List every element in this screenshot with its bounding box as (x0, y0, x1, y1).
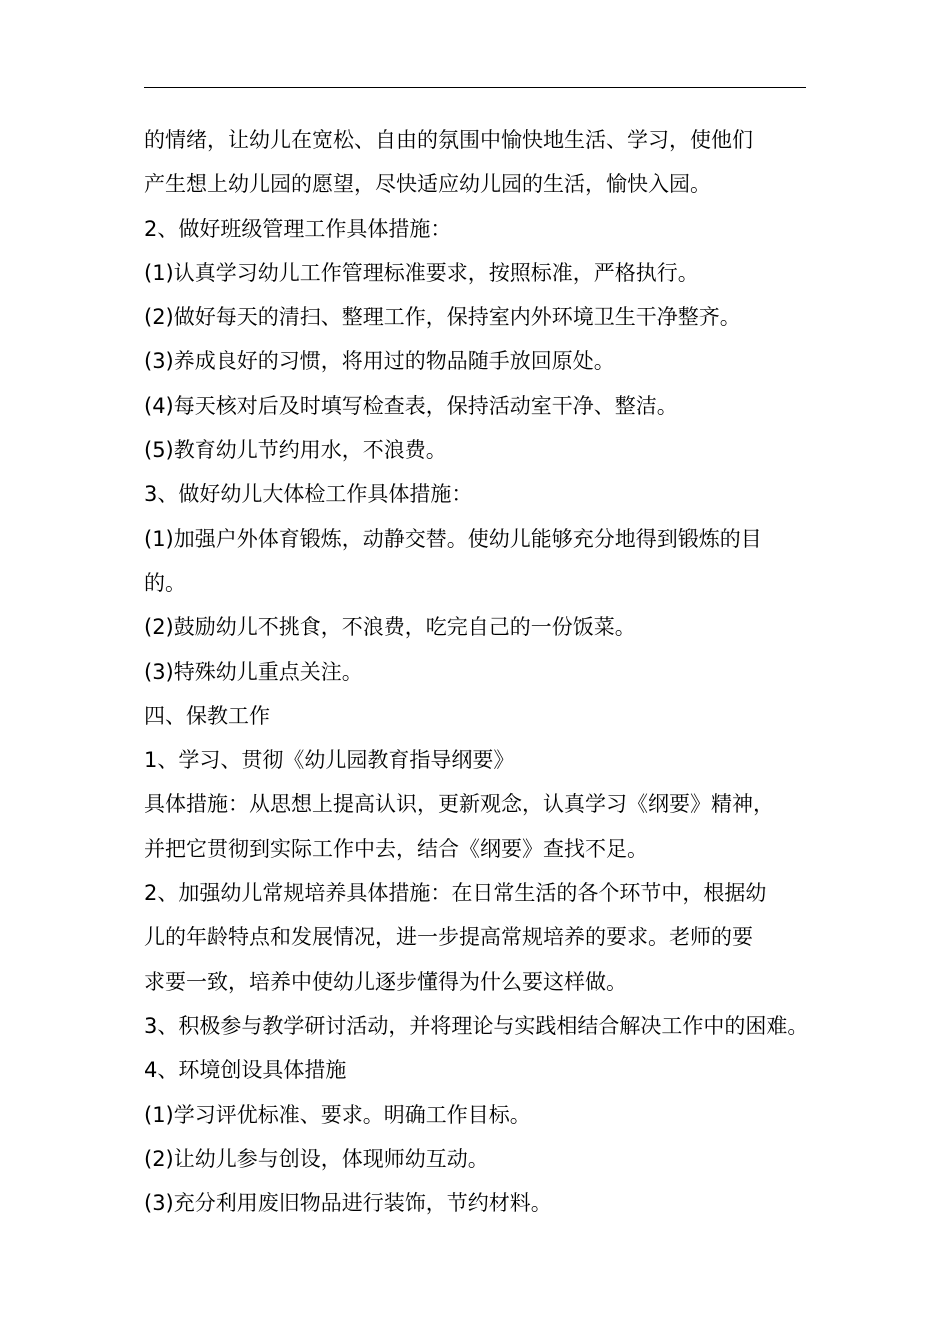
header-rule (144, 87, 806, 88)
text-line: 的情绪，让幼儿在宽松、自由的氛围中愉快地生活、学习，使他们 (144, 128, 753, 152)
list-item: (3)充分利用废旧物品进行装饰，节约材料。 (144, 1191, 552, 1216)
list-item: (3)特殊幼儿重点关注。 (144, 659, 363, 684)
text-line: 并把它贯彻到实际工作中去，结合《纲要》查找不足。 (144, 836, 648, 861)
section-heading: 3、做好幼儿大体检工作具体措施： (144, 482, 473, 507)
section-heading: 2、做好班级管理工作具体措施： (144, 216, 452, 241)
text-line: 求要一致，培养中使幼儿逐步懂得为什么要这样做。 (144, 969, 627, 994)
list-item: (1)认真学习幼儿工作管理标准要求，按照标准，严格执行。 (144, 260, 699, 285)
list-item: (4)每天核对后及时填写检查表，保持活动室干净、整洁。 (144, 393, 678, 418)
section-heading: 3、积极参与教学研讨活动，并将理论与实践相结合解决工作中的困难。 (144, 1013, 809, 1038)
chapter-heading: 四、保教工作 (144, 703, 270, 728)
list-item: (5)教育幼儿节约用水，不浪费。 (144, 438, 447, 463)
section-heading: 2、加强幼儿常规培养具体措施：在日常生活的各个环节中，根据幼 (144, 881, 767, 906)
list-item: (3)养成良好的习惯，将用过的物品随手放回原处。 (144, 349, 615, 374)
text-line: 具体措施：从思想上提高认识，更新观念，认真学习《纲要》精神， (144, 792, 774, 817)
list-item: (2)让幼儿参与创设，体现师幼互动。 (144, 1146, 489, 1171)
text-line: 儿的年龄特点和发展情况，进一步提高常规培养的要求。老师的要 (144, 925, 753, 950)
section-heading: 1、学习、贯彻《幼儿园教育指导纲要》 (144, 748, 515, 773)
list-item: (1)加强户外体育锻炼，动静交替。使幼儿能够充分地得到锻炼的目 (144, 526, 762, 551)
document-body (144, 118, 824, 1225)
list-item: (2)做好每天的清扫、整理工作，保持室内外环境卫生干净整齐。 (144, 305, 741, 330)
list-item: (1)学习评优标准、要求。明确工作目标。 (144, 1102, 531, 1127)
list-item: (2)鼓励幼儿不挑食，不浪费，吃完自己的一份饭菜。 (144, 615, 636, 640)
section-heading: 4、环境创设具体措施 (144, 1058, 347, 1083)
text-line: 产生想上幼儿园的愿望，尽快适应幼儿园的生活，愉快入园。 (144, 172, 711, 197)
text-line: 的。 (144, 570, 186, 595)
